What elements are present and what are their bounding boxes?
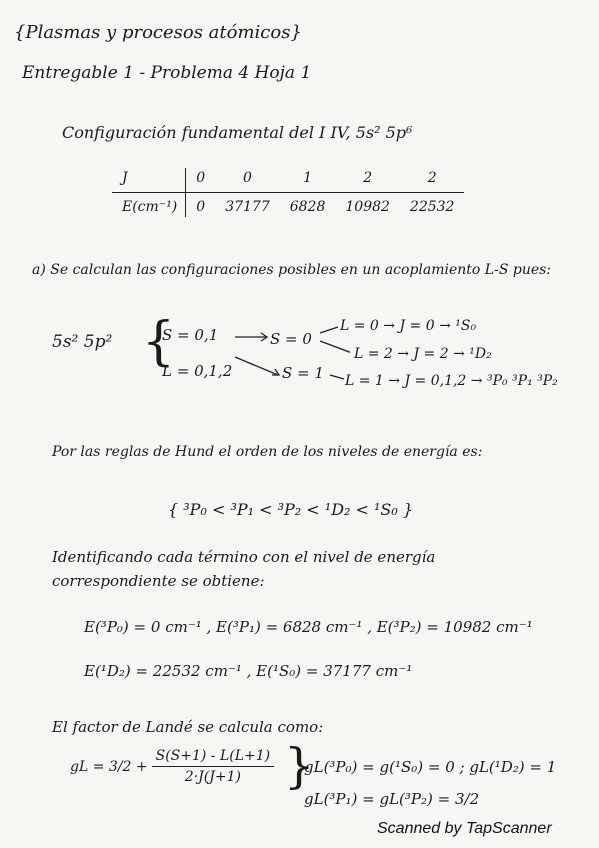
lande-result-2: gL(³P₁) = gL(³P₂) = 3/2 [304, 790, 480, 808]
energy-equation-1: E(³P₀) = 0 cm⁻¹ , E(³P₁) = 6828 cm⁻¹ , E(³P₂) = 10982 cm⁻¹ [84, 618, 533, 636]
formula-lhs: gL = 3/2 + [70, 758, 148, 775]
energy-order: { ³P₀ < ³P₁ < ³P₂ < ¹D₂ < ¹S₀ } [168, 500, 414, 519]
document-title: {Plasmas y procesos atómicos} [14, 22, 302, 43]
table-cell: 0 [196, 199, 206, 215]
table-row-energy [112, 193, 464, 218]
row-label-j: J [112, 168, 186, 193]
results-brace: } [284, 738, 315, 794]
lande-formula [70, 748, 278, 785]
table-cell: 37177 [225, 199, 270, 215]
table-cell: 6828 [289, 199, 326, 215]
table-cell: 2 [400, 168, 465, 193]
table-cell: 2 [335, 168, 400, 193]
left-brace: { [142, 312, 176, 372]
part-a-intro: a) Se calculan las configuraciones posibles en un acoplamiento L-S pues: [32, 262, 552, 278]
scanner-watermark: Scanned by TapScanner [377, 820, 552, 837]
s-one: S = 1 [282, 364, 324, 382]
identification-line-2: correspondiente se obtiene: [52, 572, 265, 590]
table-row-j [112, 168, 464, 193]
formula-fraction [152, 748, 275, 785]
l-values: L = 0,1,2 [162, 362, 233, 380]
term-singlet-s: L = 0 → J = 0 → ¹S₀ [340, 318, 477, 334]
lande-intro: El factor de Landé se calcula como: [52, 718, 324, 736]
coupling-arrows [230, 315, 350, 395]
hund-rules-sentence: Por las reglas de Hund el orden de los niveles de energía es: [52, 444, 483, 460]
table-cell: 10982 [345, 199, 390, 215]
table-cell: 0 [215, 168, 280, 193]
s-zero: S = 0 [270, 330, 312, 348]
energy-levels-table [112, 168, 464, 217]
arrow-line [330, 375, 344, 379]
lande-result-1: gL(³P₀) = g(¹S₀) = 0 ; gL(¹D₂) = 1 [304, 758, 557, 776]
term-singlet-d: L = 2 → J = 2 → ¹D₂ [354, 346, 492, 362]
identification-line-1: Identificando cada término con el nivel de energía [52, 548, 436, 566]
document-subtitle: Entregable 1 - Problema 4 Hoja 1 [22, 63, 312, 83]
row-label-energy: E(cm⁻¹) [112, 193, 186, 218]
table-cell: 22532 [409, 199, 455, 215]
arrow-line [320, 327, 338, 333]
formula-numerator: S(S+1) - L(L+1) [152, 748, 275, 767]
energy-equation-2: E(¹D₂) = 22532 cm⁻¹ , E(¹S₀) = 37177 cm⁻¹ [84, 662, 413, 680]
s-values: S = 0,1 [162, 326, 219, 344]
arrow-line [235, 357, 278, 375]
excited-configuration: 5s² 5p² [52, 332, 113, 352]
ground-configuration: Configuración fundamental del I IV, 5s² 5p⁶ [62, 123, 413, 142]
arrow-line [320, 341, 350, 353]
formula-denominator: 2·J(J+1) [184, 769, 241, 785]
table-cell: 0 [186, 168, 215, 193]
table-cell: 1 [280, 168, 336, 193]
term-triplet-p: L = 1 → J = 0,1,2 → ³P₀ ³P₁ ³P₂ [345, 373, 558, 389]
